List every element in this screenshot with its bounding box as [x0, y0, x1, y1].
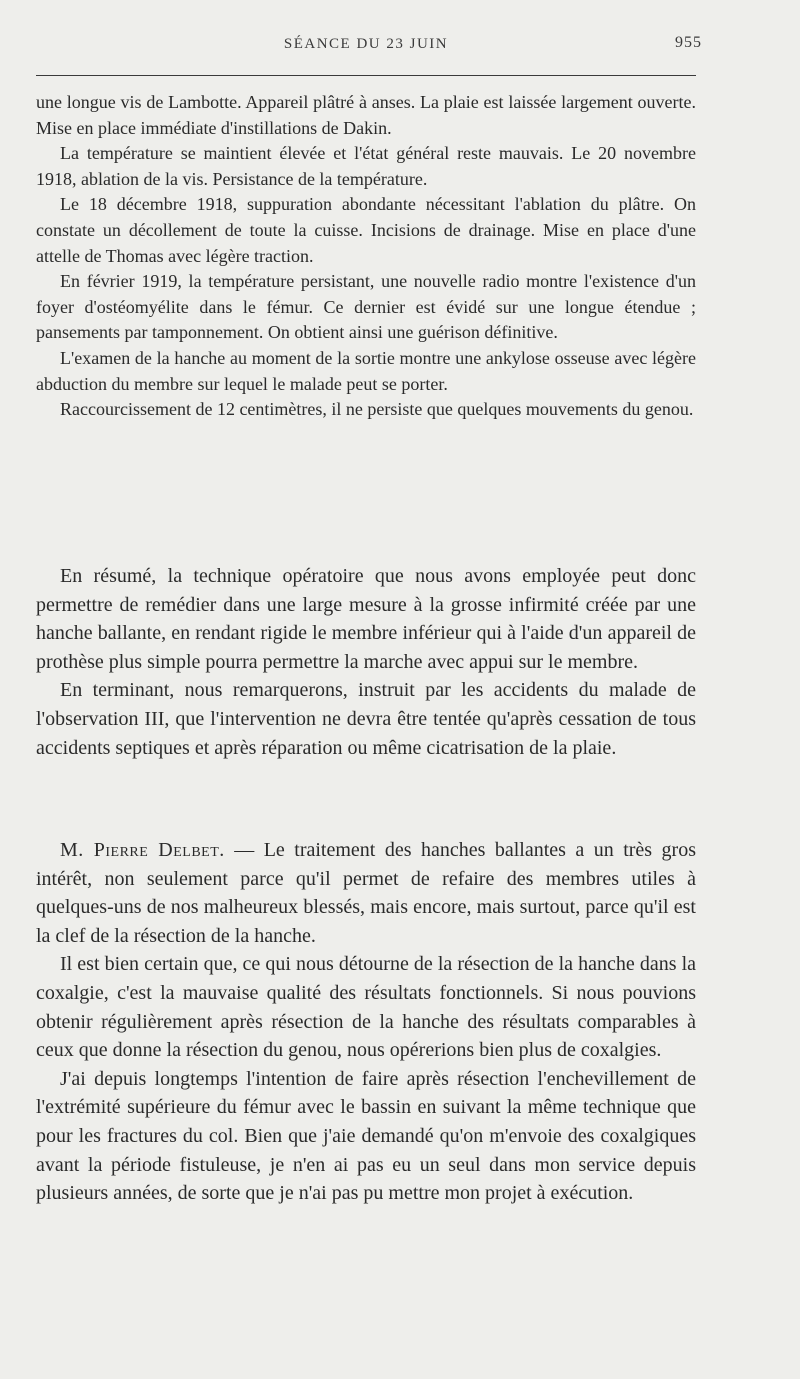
case-report-paragraph: Raccourcissement de 12 centimètres, il ne persiste que quelques mouvements du genou. — [60, 399, 694, 420]
discussion-block — [36, 836, 696, 1208]
case-report-paragraph: Le 18 décembre 1918, suppuration abondante nécessitant l'ablation du plâtre. On constate un décollement de toute la cuisse. Incisions de drainage. Mise en place d'une attelle de Thomas avec légère traction. — [36, 194, 696, 266]
summary-paragraph: En terminant, nous remarquerons, instruit par les accidents du malade de l'observation III, que l'intervention ne devra être tentée qu'après cessation de tous accidents septiques et après réparation ou même cicatrisation de la plaie. — [36, 679, 696, 759]
page-header — [36, 34, 702, 60]
discussion-paragraph — [36, 836, 696, 950]
case-report-paragraph: En février 1919, la température persistant, une nouvelle radio montre l'existence d'un foyer d'ostéomyélite dans le fémur. Ce dernier est évidé sur une longue étendue ; pansements par tamponnement. On obtient ainsi une guérison définitive. — [36, 271, 696, 343]
summary-block — [36, 562, 696, 762]
case-report-paragraph: L'examen de la hanche au moment de la sortie montre une ankylose osseuse avec légère abduction du membre sur lequel le malade peut se porter. — [36, 347, 696, 394]
case-report-block — [36, 90, 696, 423]
discussion-paragraph: J'ai depuis longtemps l'intention de faire après résection l'enchevillement de l'extrémité supérieure du fémur avec le bassin en suivant la même technique que pour les fractures du col. Bien que j'aie demandé qu'on m'envoie des coxalgiques avant la période fistuleuse, je n'en ai pas eu un seul dans mon service depuis plusieurs années, de sorte que je n'ai pas pu mettre mon projet à exécution. — [36, 1067, 696, 1205]
case-report-paragraph: une longue vis de Lambotte. Appareil plâtré à anses. La plaie est laissée largement ouverte. Mise en place immédiate d'instillations de Dakin. — [36, 92, 696, 138]
speaker-name: M. Pierre Delbet. — [60, 839, 225, 861]
case-report-paragraph: La température se maintient élevée et l'état général reste mauvais. Le 20 novembre 1918, ablation de la vis. Persistance de la température. — [36, 143, 696, 189]
header-rule — [36, 75, 696, 76]
discussion-opening-text: — Le traitement des hanches ballantes a un très gros intérêt, non seulement parce qu'il permet de refaire des membres utiles à quelques-uns de nos malheureux blessés, mais encore, mais surtout, parce qu'il est la clef de la résection de la hanche. — [36, 839, 696, 947]
discussion-paragraph: Il est bien certain que, ce qui nous détourne de la résection de la hanche dans la coxalgie, c'est la mauvaise qualité des résultats fonctionnels. Si nous pouvions obtenir régulièrement après résection de la hanche des résultats comparables à ceux que donne la résection du genou, nous opérerions bien plus de coxalgies. — [36, 953, 696, 1062]
summary-paragraph: En résumé, la technique opératoire que nous avons employée peut donc permettre de remédier dans une large mesure à la grosse infirmité créée par une hanche ballante, en rendant rigide le membre inférieur qui à l'aide d'un appareil de prothèse plus simple pourra permettre la marche avec appui sur le membre. — [36, 565, 696, 673]
running-title: SÉANCE DU 23 JUIN — [283, 36, 449, 52]
page-number: 955 — [675, 34, 702, 51]
